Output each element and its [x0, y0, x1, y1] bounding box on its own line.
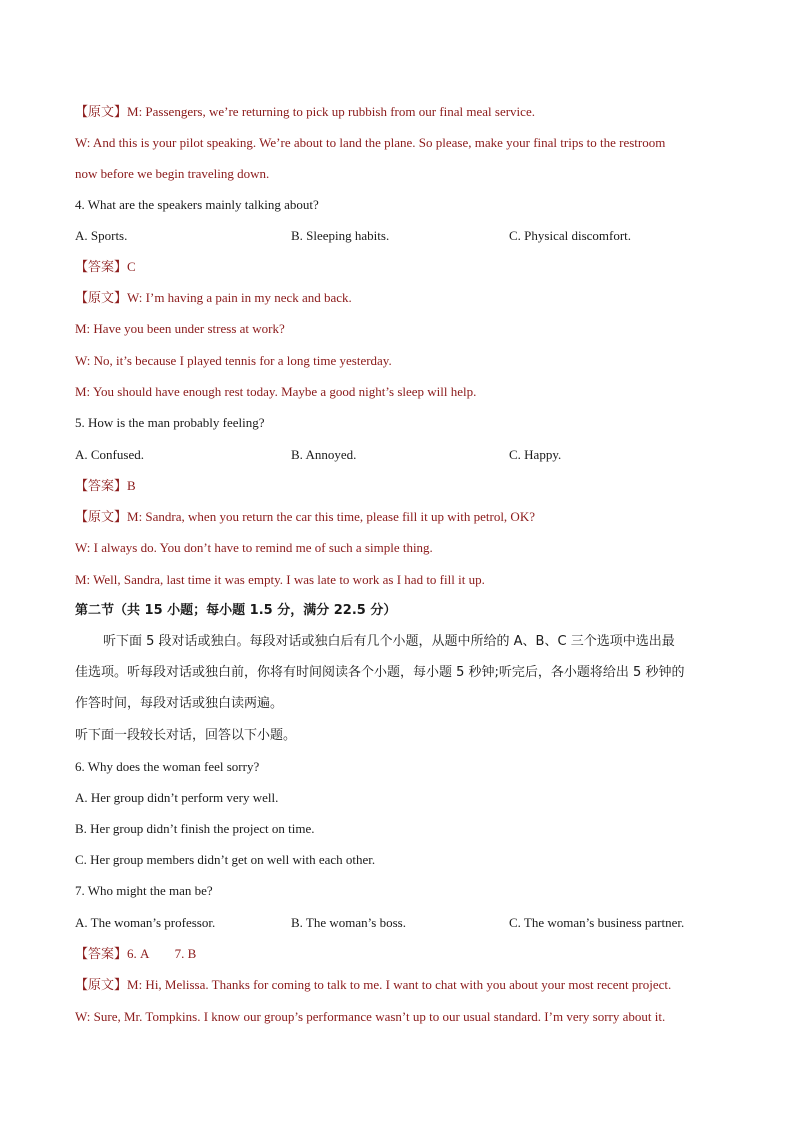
- option-c: C. Happy.: [509, 447, 562, 462]
- answer-tag: 【答案】: [75, 260, 128, 275]
- question-6: 6. Why does the woman feel sorry?: [75, 759, 260, 774]
- option-a: A. Confused.: [75, 447, 144, 462]
- transcript-tag: 【原文】: [75, 291, 128, 306]
- transcript-tag: 【原文】: [75, 978, 128, 993]
- transcript-line: M: Have you been under stress at work?: [75, 321, 285, 336]
- transcript-line: [75, 103, 535, 122]
- option-c: C. The woman’s business partner.: [509, 915, 685, 930]
- answer-line: [75, 477, 136, 496]
- transcript-line: W: Sure, Mr. Tompkins. I know our group’s performance wasn’t up to our usual standard. I’m very sorry about it.: [75, 1009, 666, 1024]
- transcript-line: M: You should have enough rest today. Maybe a good night’s sleep will help.: [75, 384, 477, 399]
- section-heading: 第二节（共 15 小题；每小题 1.5 分，满分 22.5 分）: [75, 603, 397, 618]
- option-a: A. Her group didn’t perform very well.: [75, 790, 279, 805]
- transcript-line: [75, 976, 671, 995]
- question-5: 5. How is the man probably feeling?: [75, 415, 265, 430]
- answer-tag: 【答案】: [75, 947, 128, 962]
- option-b: B. Her group didn’t finish the project on time.: [75, 821, 315, 836]
- transcript-line: [75, 289, 352, 308]
- question-7: 7. Who might the man be?: [75, 883, 213, 898]
- instruction-line: 听下面一段较长对话，回答以下小题。: [75, 728, 297, 743]
- answer-value: B: [127, 478, 136, 493]
- answer-line: [75, 945, 196, 964]
- answer-tag: 【答案】: [75, 479, 128, 494]
- transcript-line: M: Well, Sandra, last time it was empty. I was late to work as I had to fill it up.: [75, 572, 485, 587]
- transcript-line: W: And this is your pilot speaking. We’re about to land the plane. So please, make your final trips to the restroom: [75, 135, 666, 150]
- option-c: C. Physical discomfort.: [509, 228, 632, 243]
- answer-value: 6. A 7. B: [127, 946, 197, 961]
- option-a: A. The woman’s professor.: [75, 915, 216, 930]
- option-b: B. Annoyed.: [291, 447, 357, 462]
- transcript-text: M: Hi, Melissa. Thanks for coming to talk to me. I want to chat with you about your most recent project.: [127, 977, 672, 992]
- transcript-line: W: I always do. You don’t have to remind me of such a simple thing.: [75, 540, 433, 555]
- transcript-line: now before we begin traveling down.: [75, 166, 270, 181]
- option-b: B. The woman’s boss.: [291, 915, 406, 930]
- answer-value: C: [127, 259, 136, 274]
- option-c: C. Her group members didn’t get on well with each other.: [75, 852, 376, 867]
- transcript-tag: 【原文】: [75, 105, 128, 120]
- transcript-tag: 【原文】: [75, 510, 128, 525]
- question-4: 4. What are the speakers mainly talking about?: [75, 197, 319, 212]
- instruction-line: 听下面 5 段对话或独白。每段对话或独白后有几个小题，从题中所给的 A、B、C 三个选项中选出最: [103, 634, 675, 649]
- instruction-line: 佳选项。听每段对话或独白前，你将有时间阅读各个小题，每小题 5 秒钟;听完后，各小题将给出 5 秒钟的: [75, 665, 685, 680]
- option-b: B. Sleeping habits.: [291, 228, 390, 243]
- transcript-line: [75, 508, 535, 527]
- transcript-line: W: No, it’s because I played tennis for a long time yesterday.: [75, 353, 392, 368]
- instruction-line: 作答时间，每段对话或独白读两遍。: [75, 696, 284, 711]
- transcript-text: W: I’m having a pain in my neck and back.: [127, 290, 352, 305]
- transcript-text: M: Passengers, we’re returning to pick up rubbish from our final meal service.: [127, 104, 535, 119]
- option-a: A. Sports.: [75, 228, 128, 243]
- transcript-text: M: Sandra, when you return the car this time, please fill it up with petrol, OK?: [127, 509, 535, 524]
- answer-line: [75, 258, 136, 277]
